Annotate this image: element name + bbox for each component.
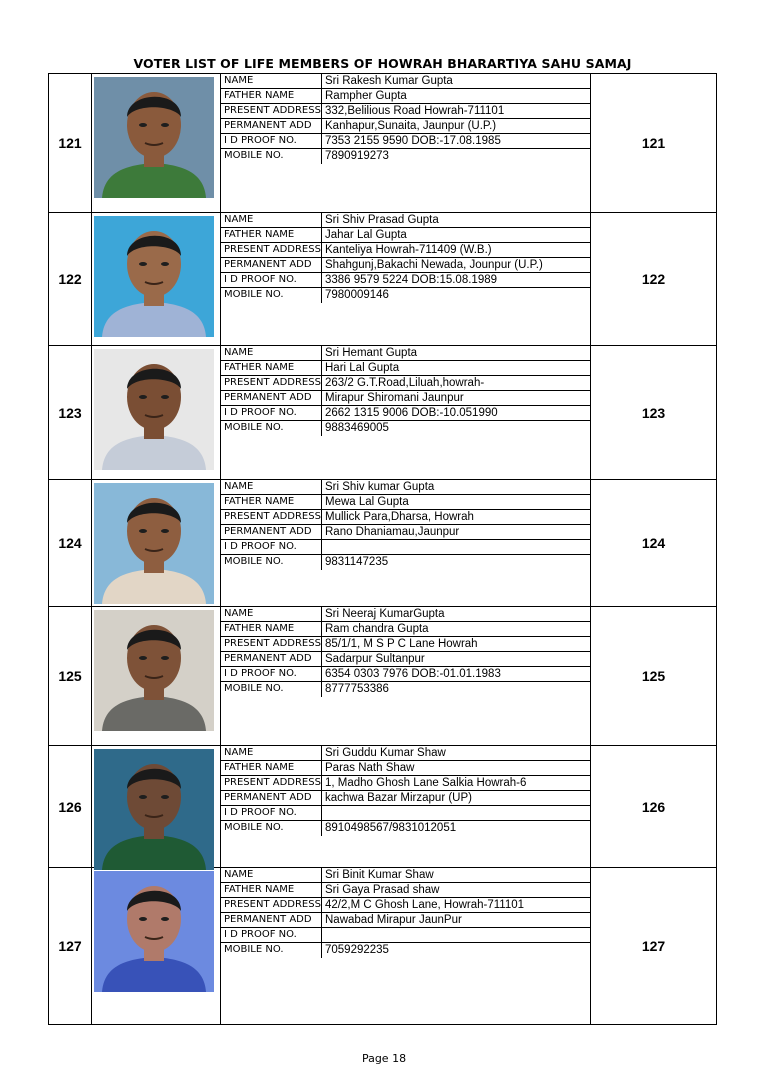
field-row-idproof: [221, 806, 590, 821]
field-row-permanent: [221, 391, 590, 406]
field-value-father: Ram chandra Gupta: [325, 623, 429, 635]
field-value-name: Sri Neeraj KumarGupta: [325, 608, 445, 620]
field-row-idproof: [221, 928, 590, 943]
field-value-idproof: [322, 806, 590, 820]
member-photo-cell: [92, 74, 221, 212]
field-row-mobile: [221, 421, 590, 436]
field-label-father: FATHER NAME: [221, 622, 322, 636]
field-row-name: [221, 346, 590, 361]
field-value-present: Kanteliya Howrah-711409 (W.B.): [325, 244, 492, 256]
field-label-permanent: PERMANENT ADD: [221, 258, 322, 272]
serial-number: 123: [49, 346, 92, 479]
field-label-mobile: MOBILE NO.: [221, 682, 322, 697]
field-row-present: [221, 376, 590, 391]
field-row-name: [221, 74, 590, 89]
field-row-name: [221, 480, 590, 495]
member-photo-svg: [94, 349, 214, 470]
field-value-permanent: Sadarpur Sultanpur: [325, 653, 425, 665]
field-value-permanent: Rano Dhaniamau,Jaunpur: [325, 526, 460, 538]
field-row-name: [221, 746, 590, 761]
field-row-mobile: [221, 943, 590, 958]
field-value-permanent: Shahgunj,Bakachi Newada, Jounpur (U.P.): [325, 259, 543, 271]
field-label-permanent: PERMANENT ADD: [221, 525, 322, 539]
member-photo-svg: [94, 77, 214, 198]
field-row-name: [221, 868, 590, 883]
field-value-mobile: 7980009146: [325, 289, 389, 301]
field-label-mobile: MOBILE NO.: [221, 149, 322, 164]
field-row-present: [221, 898, 590, 913]
field-value-permanent: Kanhapur,Sunaita, Jaunpur (U.P.): [325, 120, 497, 132]
field-value-name: Sri Rakesh Kumar Gupta: [325, 75, 453, 87]
member-photo-svg: [94, 871, 214, 992]
member-photo-svg: [94, 216, 214, 337]
field-row-present: [221, 637, 590, 652]
member-record: [48, 346, 717, 480]
member-photo-cell: [92, 868, 221, 1024]
field-row-mobile: [221, 288, 590, 303]
member-photo-svg: [94, 749, 214, 870]
member-photo-svg: [94, 610, 214, 731]
field-value-name: Sri Shiv kumar Gupta: [325, 481, 435, 493]
member-details: [221, 868, 591, 1024]
field-row-present: [221, 510, 590, 525]
serial-number: 121: [49, 74, 92, 212]
field-row-father: [221, 761, 590, 776]
serial-number-right: 124: [641, 535, 666, 551]
field-label-father: FATHER NAME: [221, 361, 322, 375]
field-row-permanent: [221, 258, 590, 273]
field-label-idproof: I D PROOF NO.: [221, 667, 322, 681]
field-label-permanent: PERMANENT ADD: [221, 391, 322, 405]
field-label-father: FATHER NAME: [221, 761, 322, 775]
field-label-father: FATHER NAME: [221, 883, 322, 897]
serial-number: 126: [49, 746, 92, 867]
field-label-present: PRESENT ADDRESS: [221, 637, 322, 651]
field-value-present: Mullick Para,Dharsa, Howrah: [325, 511, 474, 523]
field-label-name: NAME: [221, 213, 322, 227]
field-label-permanent: PERMANENT ADD: [221, 791, 322, 805]
field-row-idproof: [221, 134, 590, 149]
field-label-permanent: PERMANENT ADD: [221, 652, 322, 666]
field-row-name: [221, 607, 590, 622]
field-label-mobile: MOBILE NO.: [221, 555, 322, 570]
member-photo-cell: [92, 346, 221, 479]
serial-number-right: 127: [641, 938, 666, 954]
member-photo-cell: [92, 480, 221, 606]
field-row-mobile: [221, 682, 590, 697]
field-value-father: Mewa Lal Gupta: [325, 496, 409, 508]
field-value-mobile: 7890919273: [325, 150, 389, 162]
member-record: [48, 74, 717, 213]
member-record: [48, 868, 717, 1025]
serial-number: 125: [49, 607, 92, 745]
member-record: [48, 607, 717, 746]
field-row-idproof: [221, 540, 590, 555]
field-label-idproof: I D PROOF NO.: [221, 928, 322, 942]
member-record: [48, 746, 717, 868]
field-row-father: [221, 622, 590, 637]
field-label-father: FATHER NAME: [221, 495, 322, 509]
serial-number: 127: [49, 868, 92, 1024]
field-value-name: Sri Shiv Prasad Gupta: [325, 214, 439, 226]
member-details: [221, 746, 591, 867]
member-record: [48, 480, 717, 607]
field-value-present: 332,Belilious Road Howrah-711101: [325, 105, 505, 117]
member-record: [48, 213, 717, 346]
field-value-mobile: 8777753386: [325, 683, 389, 695]
field-row-mobile: [221, 555, 590, 570]
serial-number: 124: [49, 480, 92, 606]
field-row-father: [221, 361, 590, 376]
field-value-present: 85/1/1, M S P C Lane Howrah: [325, 638, 478, 650]
field-label-idproof: I D PROOF NO.: [221, 806, 322, 820]
field-row-permanent: [221, 652, 590, 667]
field-label-name: NAME: [221, 746, 322, 760]
field-value-permanent: kachwa Bazar Mirzapur (UP): [325, 792, 472, 804]
field-label-father: FATHER NAME: [221, 228, 322, 242]
member-photo-svg: [94, 483, 214, 604]
field-row-mobile: [221, 821, 590, 836]
field-value-permanent: Nawabad Mirapur JaunPur: [325, 914, 462, 926]
field-value-name: Sri Guddu Kumar Shaw: [325, 747, 446, 759]
field-label-mobile: MOBILE NO.: [221, 821, 322, 836]
member-photo: [94, 216, 214, 337]
field-row-idproof: [221, 273, 590, 288]
page-number: Page 18: [361, 1052, 407, 1065]
field-label-present: PRESENT ADDRESS: [221, 376, 322, 390]
field-label-permanent: PERMANENT ADD: [221, 119, 322, 133]
field-value-present: 1, Madho Ghosh Lane Salkia Howrah-6: [325, 777, 527, 789]
field-row-present: [221, 243, 590, 258]
member-list: [48, 73, 717, 1025]
field-label-name: NAME: [221, 868, 322, 882]
field-label-mobile: MOBILE NO.: [221, 421, 322, 436]
field-value-idproof: 2662 1315 9006 DOB:-10.051990: [325, 407, 498, 419]
serial-number-right: 125: [641, 668, 666, 684]
field-row-father: [221, 89, 590, 104]
field-value-present: 263/2 G.T.Road,Liluah,howrah-: [325, 377, 485, 389]
field-label-name: NAME: [221, 346, 322, 360]
field-value-father: Rampher Gupta: [325, 90, 407, 102]
field-value-idproof: [322, 928, 590, 942]
member-photo-cell: [92, 607, 221, 745]
field-value-mobile: 9883469005: [325, 422, 389, 434]
member-photo: [94, 349, 214, 470]
field-label-present: PRESENT ADDRESS: [221, 243, 322, 257]
field-label-idproof: I D PROOF NO.: [221, 540, 322, 554]
field-row-father: [221, 228, 590, 243]
field-label-name: NAME: [221, 607, 322, 621]
member-photo: [94, 483, 214, 604]
field-row-father: [221, 883, 590, 898]
serial-number: 122: [49, 213, 92, 345]
field-value-father: Sri Gaya Prasad shaw: [325, 884, 440, 896]
field-row-mobile: [221, 149, 590, 164]
field-row-idproof: [221, 406, 590, 421]
serial-number-right: 126: [641, 798, 666, 815]
member-photo: [94, 77, 214, 198]
member-photo: [94, 610, 214, 731]
field-row-permanent: [221, 791, 590, 806]
field-value-name: Sri Binit Kumar Shaw: [325, 869, 434, 881]
field-row-name: [221, 213, 590, 228]
field-value-father: Jahar Lal Gupta: [325, 229, 407, 241]
member-photo-cell: [92, 213, 221, 345]
field-label-idproof: I D PROOF NO.: [221, 134, 322, 148]
field-row-present: [221, 104, 590, 119]
field-label-idproof: I D PROOF NO.: [221, 273, 322, 287]
field-value-permanent: Mirapur Shiromani Jaunpur: [325, 392, 464, 404]
field-row-idproof: [221, 667, 590, 682]
field-value-mobile: 7059292235: [325, 944, 389, 956]
field-value-father: Paras Nath Shaw: [325, 762, 415, 774]
field-label-name: NAME: [221, 480, 322, 494]
field-row-permanent: [221, 119, 590, 134]
field-label-idproof: I D PROOF NO.: [221, 406, 322, 420]
field-label-present: PRESENT ADDRESS: [221, 510, 322, 524]
page-title: VOTER LIST OF LIFE MEMBERS OF HOWRAH BHARARTIYA SAHU SAMAJ: [133, 56, 632, 71]
field-value-present: 42/2,M C Ghosh Lane, Howrah-711101: [325, 899, 525, 911]
serial-number-right: 121: [641, 135, 666, 151]
field-label-name: NAME: [221, 74, 322, 88]
field-label-mobile: MOBILE NO.: [221, 288, 322, 303]
field-value-idproof: [322, 540, 590, 554]
serial-number-right: 123: [641, 404, 666, 421]
field-value-idproof: 7353 2155 9590 DOB:-17.08.1985: [325, 135, 501, 147]
member-details: [221, 607, 591, 745]
member-photo: [94, 871, 214, 992]
field-value-idproof: 3386 9579 5224 DOB:15.08.1989: [325, 274, 498, 286]
field-value-name: Sri Hemant Gupta: [325, 347, 418, 359]
field-row-father: [221, 495, 590, 510]
field-row-permanent: [221, 913, 590, 928]
field-row-permanent: [221, 525, 590, 540]
field-label-present: PRESENT ADDRESS: [221, 104, 322, 118]
field-label-mobile: MOBILE NO.: [221, 943, 322, 958]
field-label-permanent: PERMANENT ADD: [221, 913, 322, 927]
field-row-present: [221, 776, 590, 791]
member-details: [221, 346, 591, 479]
member-photo: [94, 749, 214, 870]
member-details: [221, 213, 591, 345]
field-value-mobile: 8910498567/9831012051: [325, 822, 457, 834]
member-details: [221, 74, 591, 212]
member-details: [221, 480, 591, 606]
field-value-mobile: 9831147235: [325, 556, 389, 568]
field-label-present: PRESENT ADDRESS: [221, 776, 322, 790]
member-photo-cell: [92, 746, 221, 867]
serial-number-right: 122: [641, 271, 666, 287]
field-value-idproof: 6354 0303 7976 DOB:-01.01.1983: [325, 668, 501, 680]
field-label-father: FATHER NAME: [221, 89, 322, 103]
field-label-present: PRESENT ADDRESS: [221, 898, 322, 912]
field-value-father: Hari Lal Gupta: [325, 362, 400, 374]
